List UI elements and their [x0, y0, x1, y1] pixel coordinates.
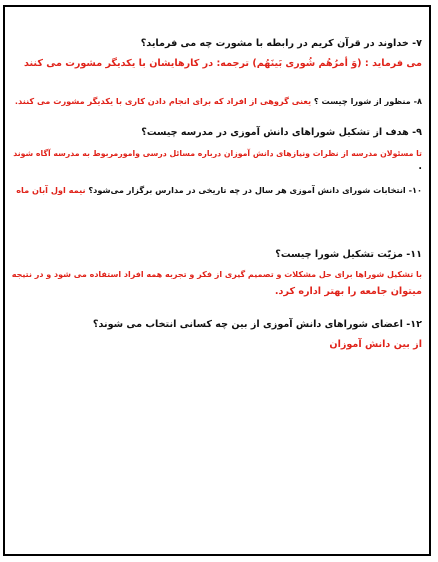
question-8 [12, 93, 422, 109]
question-10 [12, 182, 422, 198]
question-8-text: ۸- منظور از شورا چیست ؟ [313, 96, 422, 106]
question-7: ۷- خداوند در قرآن کریم در رابطه با مشورت چه می فرماید؟ [140, 38, 422, 49]
answer-10: نیمه اول آبان ماه [16, 185, 86, 195]
answer-8: یعنی گروهی از افراد که برای انجام دادن کاری با یکدیگر مشورت می کنند. [14, 96, 312, 106]
question-block-12 [12, 317, 422, 353]
question-block-7 [12, 36, 422, 72]
answer-12: از بین دانش آموزان [329, 339, 422, 350]
question-block-11 [12, 247, 422, 300]
answer-11-line-1: با تشکیل شوراها برای حل مشکلات و تصمیم گیری از فکر و تجربه همه افراد استفاده می شود و در نتیجه [11, 270, 422, 279]
question-10-text: ۱۰- انتخابات شورای دانش آموزی هر سال در چه تاریخی در مدارس برگزار می‌شود؟ [88, 185, 422, 195]
question-11: ۱۱- مزیّت تشکیل شورا چیست؟ [275, 249, 422, 260]
answer-9-line-2: . [418, 161, 422, 172]
question-9: ۹- هدف از تشکیل شوراهای دانش آموزی در مدرسه چیست؟ [141, 127, 422, 138]
question-block-8 [12, 93, 422, 109]
question-12: ۱۲- اعضای شوراهای دانش آموزی از بین چه کسانی انتخاب می شوند؟ [92, 319, 422, 330]
question-block-9 [12, 125, 422, 172]
answer-11-line-2: میتوان جامعه را بهتر اداره کرد. [274, 286, 422, 297]
question-block-10 [12, 182, 422, 198]
answer-7: می فرماید : (وَ أمرُهُم شُوری بَینَهُم) ترجمه: در کارهایشان با یکدیگر مشورت می کنند [23, 58, 422, 69]
answer-9-line-1: تا مسئولان مدرسه از نظرات ونیازهای دانش آموزان درباره مسائل درسی وامورمربوط به مدرسه آگاه شوند [13, 149, 422, 158]
